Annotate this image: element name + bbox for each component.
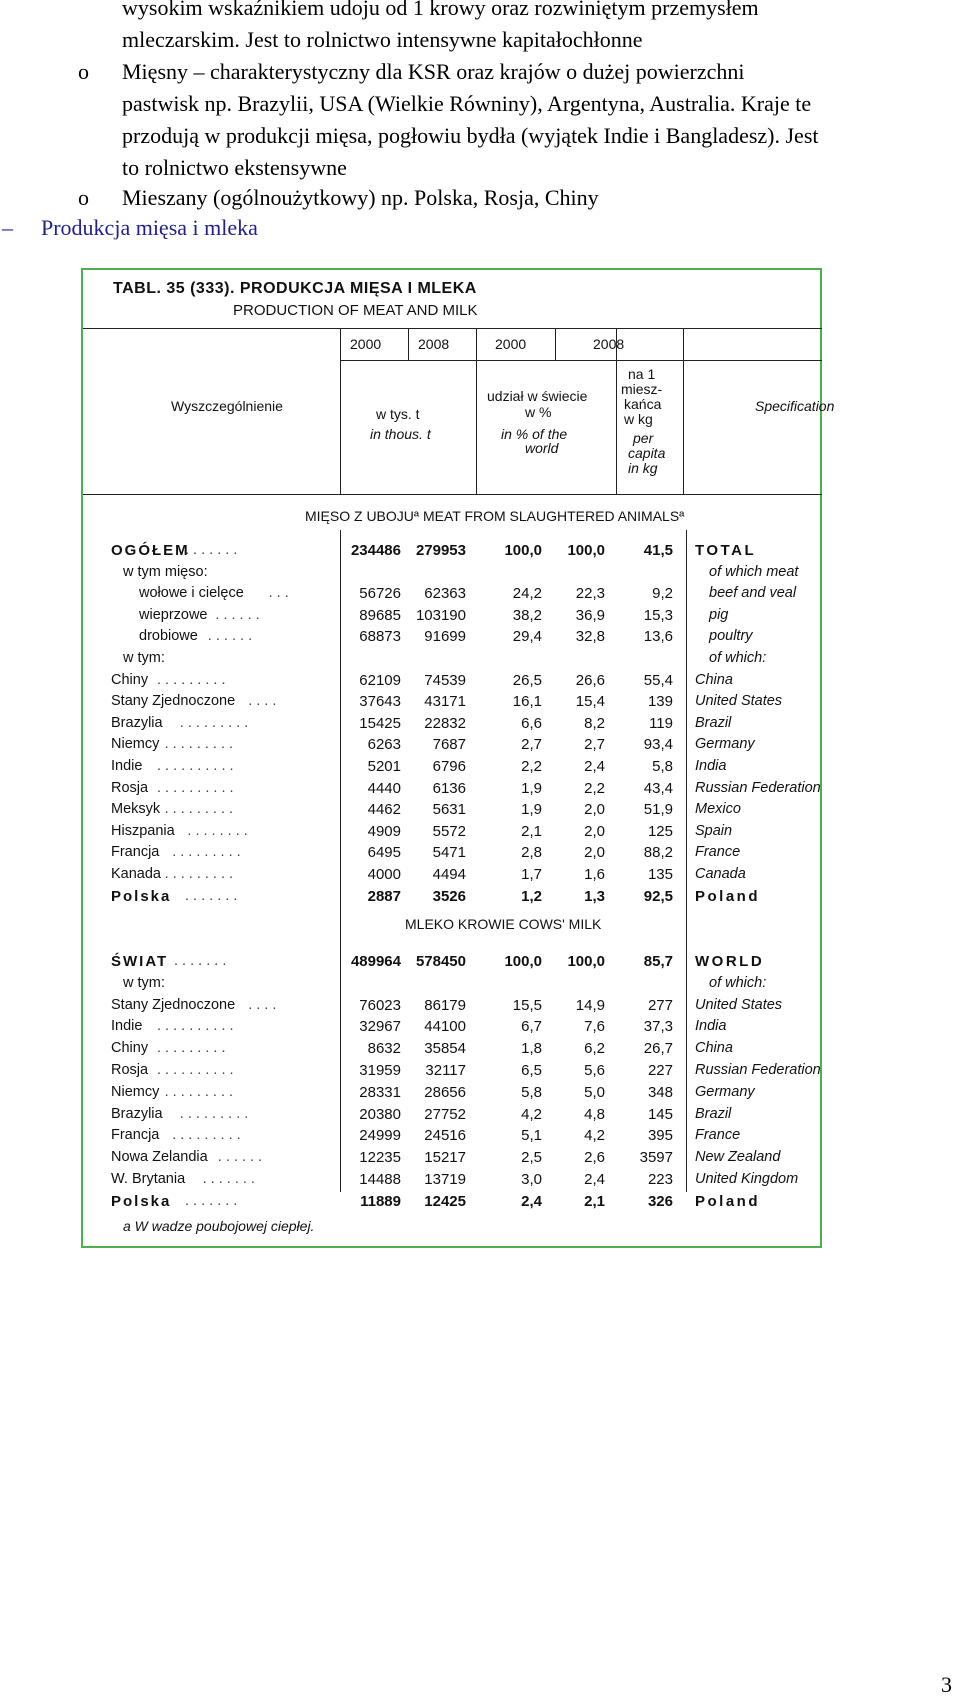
cell-value: 2,2 [521,758,542,775]
cell-value: 76023 [359,996,401,1014]
percap-header: kańca [624,396,662,412]
row-label: Chiny [111,1040,149,1057]
cell-value: 92,5 [643,887,673,905]
header-rule [340,360,822,361]
cell-value: 5572 [432,822,466,840]
row-label: Niemcy [111,736,160,753]
leader-dots: . . . . . . . [202,1171,255,1187]
page-number: 3 [941,1672,952,1697]
row-label: Polska [111,887,172,905]
table-figure [81,268,835,1248]
cell-value: 4,2 [584,1127,605,1145]
leader-dots: . . . . . . . . [187,822,248,839]
cell-value: 29,4 [512,628,542,646]
cell-value: 15,3 [643,606,673,624]
column-rule [683,328,684,494]
row-label-en: India [695,758,727,774]
row-label-en: WORLD [695,953,765,970]
row-label-en: New Zealand [695,1149,781,1166]
cell-value: 4440 [367,779,401,797]
cell-value: 489964 [350,953,401,970]
col-header-left: Wyszczególnienie [171,398,283,414]
leader-dots: . . . . . . . [185,887,238,904]
cell-value: 13719 [424,1171,466,1188]
row-label-en: United States [695,693,783,710]
row-label: w tym mięso: [123,563,208,580]
row-label: w tym: [123,650,165,666]
cell-value: 4909 [367,822,401,840]
row-label: Rosja [111,779,149,796]
cell-value: 32,8 [575,628,605,646]
cell-value: 24516 [424,1127,466,1145]
dash-marker: – [2,215,13,240]
row-label-en: TOTAL [695,542,757,559]
cell-value: 578450 [415,953,466,970]
cell-value: 2,7 [521,736,542,754]
leader-dots: . . . . . . . . . [157,1040,226,1057]
leader-dots: . . . [268,585,289,602]
row-label-en: of which: [709,974,767,991]
col-header-right: Specification [755,398,835,414]
cell-value: 5,1 [521,1127,542,1145]
column-rule [686,530,687,1192]
cell-value: 41,5 [643,542,673,559]
cell-value: 119 [649,714,673,732]
cell-value: 2,4 [584,758,605,775]
column-rule [555,328,556,360]
cell-value: 14488 [359,1171,401,1188]
leader-dots: . . . . . . [215,606,260,623]
row-label: OGÓŁEM [111,542,190,559]
leader-dots: . . . . . . . . . [172,844,241,861]
leader-dots: . . . . . . . . . . [157,779,234,796]
cell-value: 15,4 [575,693,605,711]
cell-value: 3,0 [521,1171,542,1188]
cell-value: 85,7 [643,953,673,970]
text-line: wysokim wskaźnikiem udoju od 1 krowy oraz rozwiniętym przemysłem [122,0,759,20]
year-header: 2008 [418,336,450,352]
cell-value: 2,8 [521,844,542,862]
cell-value: 2,0 [584,822,605,840]
leader-dots: . . . . . . . . . [179,714,249,731]
cell-value: 38,2 [512,606,542,624]
cell-value: 35854 [424,1040,466,1058]
leader-dots: . . . . . . . . . [164,801,234,818]
year-header: 2000 [350,336,382,352]
cell-value: 2,1 [584,1192,605,1210]
cell-value: 56726 [359,585,401,603]
cell-value: 2,0 [584,844,605,862]
section-title-milk: MLEKO KROWIE COWS' MILK [405,916,602,932]
cell-value: 89685 [359,606,401,624]
cell-value: 1,9 [521,801,542,819]
cell-value: 5,8 [521,1083,542,1101]
cell-value: 37643 [359,693,401,711]
cell-value: 74539 [424,671,466,689]
cell-value: 3597 [639,1149,673,1167]
text-line: pastwisk np. Brazylii, USA (Wielkie Równiny), Argentyna, Australia. Kraje te [122,91,812,116]
leader-dots: . . . . . . . . . [157,671,226,688]
row-label: Francja [111,844,160,861]
cell-value: 68873 [359,628,401,646]
bullet-marker: o [78,59,89,84]
cell-value: 14,9 [575,996,605,1014]
cell-value: 5,8 [652,758,673,775]
cell-value: 277 [647,996,673,1014]
cell-value: 139 [647,693,673,711]
percap-header: w kg [624,411,653,427]
cell-value: 8,2 [584,714,605,732]
row-label: Niemcy [111,1083,160,1100]
cell-value: 7687 [432,736,466,754]
row-label-en: United Kingdom [695,1171,799,1187]
row-label-en: Germany [695,1083,755,1100]
cell-value: 100,0 [567,542,605,559]
row-label: Brazylia [111,1105,163,1122]
cell-value: 227 [647,1062,673,1079]
leader-dots: . . . . . . [207,628,253,645]
cell-value: 135 [647,866,673,883]
row-label: Indie [111,758,143,774]
cell-value: 22,3 [575,585,605,603]
text-line: Mieszany (ogólnoużytkowy) np. Polska, Rosja, Chiny [122,185,599,210]
row-label-en: Mexico [695,801,741,818]
row-label: Indie [111,1018,143,1035]
cell-value: 1,3 [584,887,605,905]
cell-value: 100,0 [567,953,605,970]
cell-value: 6796 [432,758,466,775]
cell-value: 5471 [432,844,466,862]
row-label-en: pig [709,606,729,623]
cell-value: 2887 [367,887,401,905]
cell-value: 4462 [367,801,401,819]
leader-dots: . . . . . . . . . . [157,1062,234,1078]
cell-value: 11889 [360,1192,401,1210]
cell-value: 2,0 [584,801,605,819]
cell-value: 6495 [367,844,401,862]
cell-value: 4,8 [584,1105,605,1123]
section-title-meat: MIĘSO Z UBOJUª MEAT FROM SLAUGHTERED ANIMALSª [305,508,685,524]
cell-value: 32117 [425,1062,466,1079]
cell-value: 22832 [424,714,466,732]
cell-value: 326 [647,1192,673,1210]
cell-value: 6,5 [521,1062,542,1079]
cell-value: 2,6 [584,1149,605,1167]
bullet-marker: o [78,185,89,210]
cell-value: 44100 [424,1018,466,1036]
cell-value: 103190 [415,606,466,624]
row-label: Rosja [111,1062,149,1078]
column-rule [408,328,409,360]
section-heading: Produkcja mięsa i mleka [41,215,258,240]
leader-dots: . . . . [248,693,277,710]
text-line: Mięsny – charakterystyczny dla KSR oraz krajów o dużej powierzchni [122,59,745,84]
row-label-en: India [695,1018,727,1035]
cell-value: 28656 [424,1083,466,1101]
leader-dots: . . . . . . . . . [179,1105,249,1122]
cell-value: 12235 [359,1149,401,1167]
cell-value: 26,7 [643,1040,673,1058]
percap-header: in kg [628,460,658,476]
cell-value: 1,8 [521,1040,542,1058]
cell-value: 2,1 [521,822,542,840]
text-line: mleczarskim. Jest to rolnictwo intensywne kapitałochłonne [122,27,643,52]
cell-value: 125 [647,822,673,840]
row-label-en: China [695,671,733,688]
leader-dots: . . . . . . . [174,953,227,969]
text-line: to rolnictwo ekstensywne [122,155,347,180]
row-label: Hiszpania [111,822,175,839]
unit-header: w tys. t [376,406,420,422]
cell-value: 62109 [359,671,401,689]
table-title: TABL. 35 (333). PRODUKCJA MIĘSA I MLEKA [113,280,477,297]
row-label-en: Poland [695,887,761,905]
cell-value: 31959 [359,1062,401,1079]
row-label-en: Spain [695,822,733,839]
percap-header: per [633,430,654,446]
row-label-en: Brazil [695,1105,732,1122]
cell-value: 28331 [359,1083,401,1101]
table-footnote: a W wadze poubojowej ciepłej. [123,1218,315,1234]
cell-value: 3526 [432,887,466,905]
cell-value: 223 [647,1171,673,1188]
share-header: udział w świecie [487,388,588,404]
leader-dots: . . . . . . . . . . [157,1018,234,1035]
cell-value: 91699 [424,628,466,646]
row-label-en: Russian Federation [695,1062,821,1078]
leader-dots: . . . . . . . . . [172,1127,241,1144]
cell-value: 4000 [367,866,401,883]
cell-value: 8632 [367,1040,401,1058]
cell-value: 2,4 [584,1171,605,1188]
column-rule [476,328,477,494]
column-rule [340,328,341,494]
cell-value: 1,7 [521,866,542,883]
cell-value: 279953 [415,542,466,559]
cell-value: 13,6 [643,628,673,646]
cell-value: 51,9 [643,801,673,819]
cell-value: 1,6 [584,866,605,883]
cell-value: 5201 [367,758,401,775]
percap-header: capita [628,445,666,461]
header-rule [83,494,822,495]
cell-value: 4494 [432,866,466,883]
row-label: W. Brytania [111,1171,186,1187]
cell-value: 9,2 [652,585,673,603]
share-header: w % [525,404,552,420]
cell-value: 6,2 [584,1040,605,1058]
row-label-en: Brazil [695,714,732,731]
row-label: Nowa Zelandia [111,1149,208,1166]
cell-value: 27752 [424,1105,466,1123]
cell-value: 15,5 [512,996,542,1014]
cell-value: 2,5 [521,1149,542,1167]
cell-value: 5,0 [584,1083,605,1101]
row-label: Kanada [111,866,161,882]
column-rule [340,530,341,1192]
row-label-en: United States [695,996,783,1013]
cell-value: 6136 [432,779,466,797]
cell-value: 43171 [424,693,466,711]
row-label: wołowe i cielęce [139,585,244,602]
row-label: ŚWIAT [111,953,169,970]
row-label-en: beef and veal [709,585,797,602]
cell-value: 43,4 [643,779,673,797]
leader-dots: . . . . . . . [185,1192,238,1209]
cell-value: 26,5 [512,671,542,689]
cell-value: 12425 [424,1192,466,1210]
row-label: drobiowe [139,628,198,645]
cell-value: 1,9 [521,779,542,797]
cell-value: 5631 [432,801,466,819]
cell-value: 26,6 [575,671,605,689]
cell-value: 37,3 [643,1018,673,1036]
cell-value: 2,7 [584,736,605,754]
cell-value: 100,0 [504,953,542,970]
cell-value: 86179 [424,996,466,1014]
cell-value: 5,6 [584,1062,605,1079]
cell-value: 395 [647,1127,673,1145]
unit-header: in thous. t [370,426,431,442]
cell-value: 32967 [359,1018,401,1036]
row-label: Stany Zjednoczone [111,693,236,710]
cell-value: 88,2 [643,844,673,862]
cell-value: 6,6 [521,714,542,732]
share-header: in % of the [501,426,568,442]
leader-dots: . . . . . . . [185,542,238,558]
percap-header: na 1 [628,366,656,382]
row-label-en: Canada [695,866,746,882]
row-label-en: Poland [695,1192,761,1210]
row-label-en: France [695,844,741,861]
cell-value: 2,2 [584,779,605,797]
year-header: 2000 [495,336,527,352]
row-label: Francja [111,1127,160,1144]
table-subtitle: PRODUCTION OF MEAT AND MILK [233,302,478,319]
cell-value: 16,1 [512,693,542,711]
leader-dots: . . . . . . . . . [164,1083,234,1100]
cell-value: 24,2 [512,585,542,603]
column-rule [616,328,617,494]
cell-value: 36,9 [575,606,605,624]
row-label-en: Russian Federation [695,779,821,796]
cell-value: 6,7 [521,1018,542,1036]
year-header: 2008 [593,336,625,352]
row-label-en: of which: [709,650,767,666]
percap-header: miesz- [621,381,663,397]
cell-value: 2,4 [521,1192,542,1210]
cell-value: 348 [647,1083,673,1101]
header-rule [83,328,822,329]
row-label: wieprzowe [139,606,208,623]
row-label: Stany Zjednoczone [111,996,236,1013]
cell-value: 145 [647,1105,673,1123]
row-label-en: poultry [709,628,753,645]
row-label: Chiny [111,671,149,688]
leader-dots: . . . . . . . . . [164,866,234,882]
cell-value: 93,4 [643,736,673,754]
leader-dots: . . . . . . [217,1149,263,1166]
cell-value: 55,4 [643,671,673,689]
cell-value: 15217 [424,1149,466,1167]
cell-value: 6263 [367,736,401,754]
row-label-en: Germany [695,736,755,753]
leader-dots: . . . . . . . . . . [157,758,234,774]
cell-value: 15425 [359,714,401,732]
share-header: world [525,440,559,456]
row-label-en: China [695,1040,733,1057]
cell-value: 4,2 [521,1105,542,1123]
row-label: Polska [111,1192,172,1210]
row-label-en: France [695,1127,741,1144]
cell-value: 1,2 [521,887,542,905]
row-label: Brazylia [111,714,163,731]
row-label: w tym: [123,974,165,991]
row-label-en: of which meat [709,563,799,580]
cell-value: 234486 [350,542,401,559]
cell-value: 100,0 [504,542,542,559]
cell-value: 24999 [359,1127,401,1145]
text-line: przodują w produkcji mięsa, pogłowiu bydła (wyjątek Indie i Bangladesz). Jest [122,123,819,148]
cell-value: 62363 [424,585,466,603]
cell-value: 7,6 [584,1018,605,1036]
leader-dots: . . . . [248,996,277,1013]
cell-value: 20380 [359,1105,401,1123]
leader-dots: . . . . . . . . . [164,736,234,753]
row-label: Meksyk [111,801,161,818]
